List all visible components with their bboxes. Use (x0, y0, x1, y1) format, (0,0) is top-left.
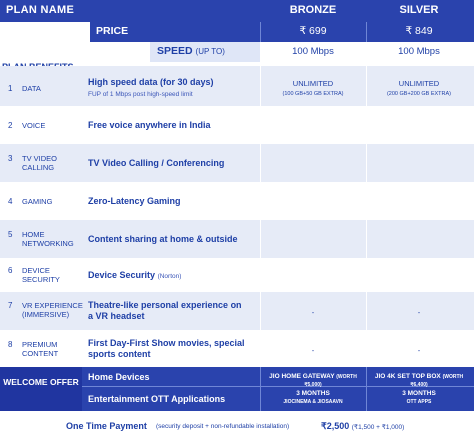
benefit-number: 8 (8, 340, 13, 349)
vr-bronze: - (311, 308, 315, 317)
benefit-category: TV VIDEO CALLING (22, 154, 58, 172)
ott-bronze: 3 MONTHS JIOCINEMA & JIOSAAVN (283, 390, 343, 405)
data-bronze: UNLIMITED (100 GB+50 GB EXTRA) (282, 79, 344, 97)
speed-bronze: 100 Mbps (292, 46, 334, 57)
plan-name-heading: PLAN NAME (6, 4, 75, 16)
price-bronze: ₹ 699 (299, 25, 327, 37)
plan-silver-heading: SILVER (399, 4, 439, 16)
benefit-category: HOME NETWORKING (22, 230, 74, 248)
welcome-offer-label-cell (0, 367, 82, 411)
benefit-text: Free voice anywhere in India (88, 120, 211, 130)
table-row (0, 182, 474, 220)
table-row (0, 106, 474, 144)
column-divider (366, 62, 367, 367)
vr-silver: - (417, 308, 421, 317)
benefit-category: DEVICE SECURITY (22, 266, 60, 284)
home-devices-silver: JIO 4K SET TOP BOX (WORTH ₹6,400) (374, 373, 464, 388)
benefit-category: DATA (22, 84, 41, 93)
column-divider (260, 62, 261, 367)
benefit-category: GAMING (22, 197, 53, 206)
speed-silver: 100 Mbps (398, 46, 440, 57)
home-devices-bronze: JIO HOME GATEWAY (WORTH ₹5,000) (269, 373, 357, 388)
benefit-number: 3 (8, 154, 13, 163)
benefit-number: 4 (8, 197, 13, 206)
one-time-payment-label: One Time Payment (66, 421, 147, 431)
benefit-text: Theatre-like personal experience on a VR headset (88, 300, 242, 321)
benefit-category: PREMIUM CONTENT (22, 340, 59, 358)
benefit-text: First Day-First Show movies, special sports content (88, 338, 245, 359)
one-time-payment-note: (security deposit + non-refundable installation) (156, 423, 290, 430)
welcome-offer-title: WELCOME OFFER (3, 377, 79, 387)
benefit-category: VOICE (22, 121, 46, 130)
benefit-number: 6 (8, 266, 13, 275)
plan-bronze-heading: BRONZE (289, 4, 337, 16)
benefit-number: 1 (8, 84, 13, 93)
ott-silver: 3 MONTHS OTT APPS (402, 390, 436, 405)
speed-label: SPEED (UP TO) (157, 45, 225, 57)
benefit-text: TV Video Calling / Conferencing (88, 158, 225, 168)
price-label: PRICE (96, 25, 129, 37)
benefit-number: 2 (8, 121, 13, 130)
benefit-text: High speed data (for 30 days) FUP of 1 Mbps post high-speed limit (88, 77, 214, 98)
ott-label: Entertainment OTT Applications (88, 394, 226, 404)
home-devices-label: Home Devices (88, 372, 150, 382)
benefit-text: Content sharing at home & outside (88, 234, 238, 244)
benefit-number: 7 (8, 301, 13, 310)
benefit-category: VR EXPERIENCE (IMMERSIVE) (22, 301, 83, 319)
data-silver: UNLIMITED (200 GB+200 GB EXTRA) (386, 79, 452, 97)
benefit-text: Device Security (Norton) (88, 270, 182, 280)
benefit-number: 5 (8, 230, 13, 239)
price-silver: ₹ 849 (405, 25, 433, 37)
premium-bronze: - (311, 346, 315, 355)
one-time-payment-price: ₹2,500 (₹1,500 + ₹1,000) (321, 421, 405, 431)
benefit-text: Zero-Latency Gaming (88, 196, 181, 206)
premium-silver: - (417, 346, 421, 355)
